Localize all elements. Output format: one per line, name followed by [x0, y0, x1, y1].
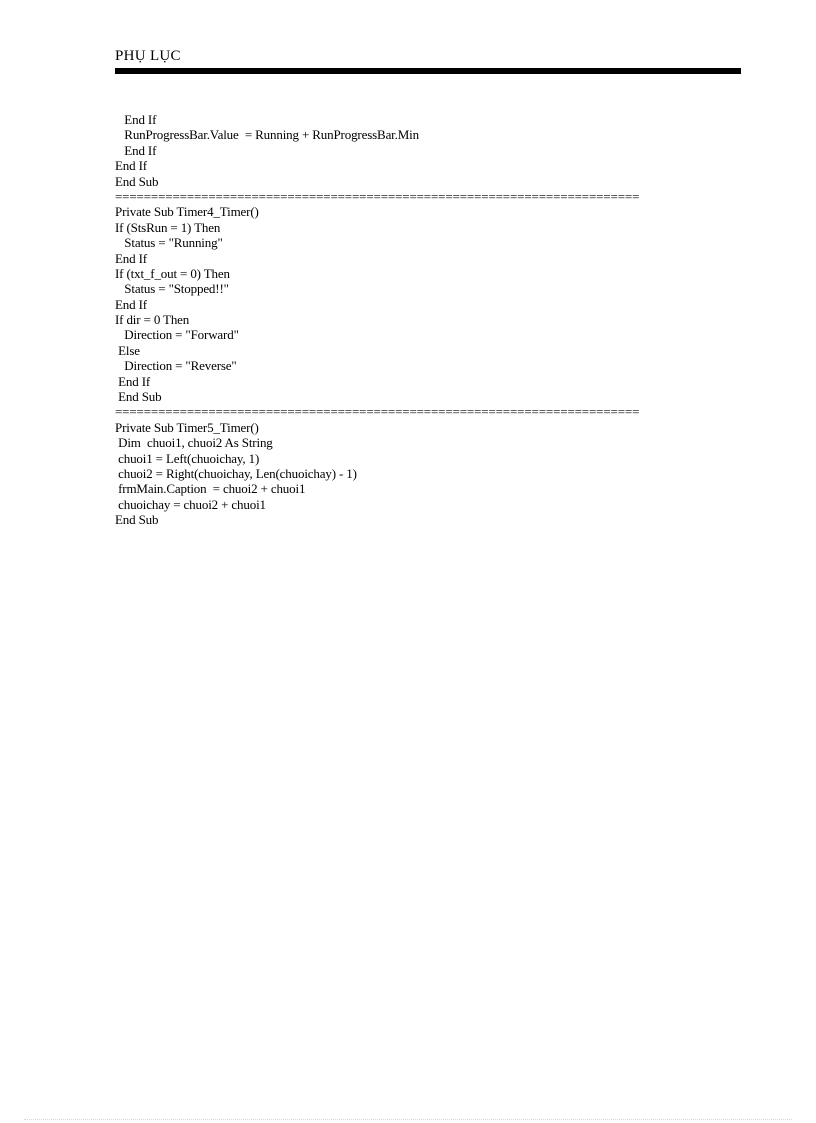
header-rule	[115, 68, 741, 74]
code-line: If (txt_f_out = 0) Then	[115, 265, 230, 281]
code-line: Direction = "Forward"	[115, 327, 239, 343]
code-line: =========================================================================	[115, 404, 640, 420]
code-line: End If	[115, 158, 147, 174]
code-line: Status = "Stopped!!"	[115, 281, 229, 297]
code-line: End If	[115, 250, 147, 266]
code-listing	[115, 112, 725, 528]
code-line: Dim chuoi1, chuoi2 As String	[115, 435, 273, 451]
code-line: If (StsRun = 1) Then	[115, 219, 221, 235]
code-line: RunProgressBar.Value = Running + RunProgressBar.Min	[115, 127, 419, 143]
code-line: Else	[115, 342, 140, 358]
code-line: =========================================================================	[115, 188, 640, 204]
code-line: End If	[115, 373, 151, 389]
code-line: If dir = 0 Then	[115, 312, 190, 328]
code-line: chuoichay = chuoi2 + chuoi1	[115, 496, 266, 512]
code-line: End If	[115, 112, 157, 127]
code-line: Private Sub Timer4_Timer()	[115, 204, 259, 220]
code-line: chuoi2 = Right(chuoichay, Len(chuoichay) - 1)	[115, 465, 357, 481]
code-line: End If	[115, 296, 147, 312]
code-line: End Sub	[115, 173, 159, 189]
code-line: frmMain.Caption = chuoi2 + chuoi1	[115, 481, 306, 497]
page-bottom-border	[24, 1119, 792, 1120]
code-line: End Sub	[115, 512, 159, 528]
code-line: End Sub	[115, 389, 162, 405]
page-header-title: PHỤ LỤC	[115, 48, 181, 64]
code-line: Direction = "Reverse"	[115, 358, 237, 374]
code-line: End If	[115, 142, 157, 158]
code-line: Status = "Running"	[115, 235, 223, 251]
code-line: chuoi1 = Left(chuoichay, 1)	[115, 450, 260, 466]
code-line: Private Sub Timer5_Timer()	[115, 419, 259, 435]
